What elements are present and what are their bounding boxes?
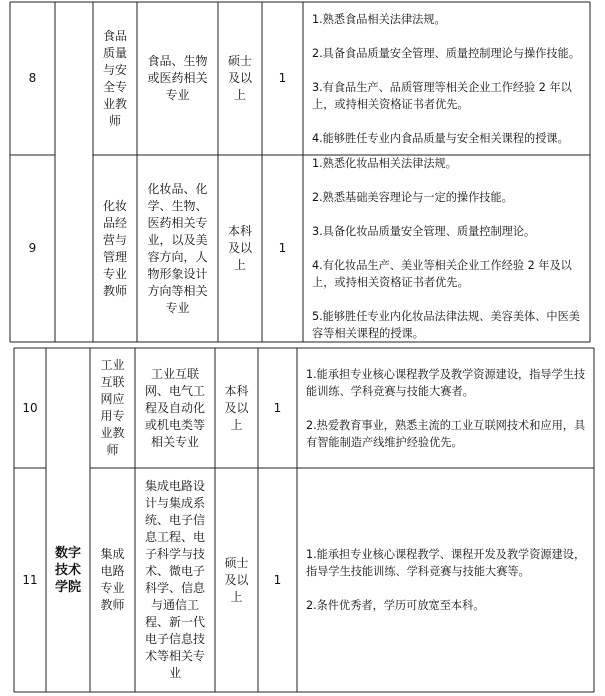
- job-requirements: [297, 468, 594, 692]
- hiring-count: 1: [273, 400, 282, 415]
- row-number: 10: [22, 400, 38, 415]
- requirement-item: 3.具备化妆品质量安全管理、质量控制理论。: [312, 225, 536, 238]
- hiring-count: 1: [273, 572, 282, 587]
- major-requirement: 集成电路设 计与集成系 统、电子信 息工程、电 子科学与技 术、微电子 科学、信息 与通信工 程、新一代 电子信息技 术等相关专 业: [144, 479, 205, 680]
- college-name: 数字 技术 学院: [54, 545, 81, 595]
- position-name: 食品 质量 与安 全专 业教 师: [102, 28, 127, 128]
- row-number: 8: [28, 71, 37, 85]
- degree-requirement: 本科 及以 上: [224, 383, 249, 432]
- requirement-item: 1.熟悉食品相关法律法规。: [312, 12, 446, 26]
- requirement-item: 1.能承担专业核心课程教学及教学资源建设，指导学生技能训练、学科竞赛与技能大赛者。: [306, 367, 586, 398]
- requirement-item: 2.熟悉基础美容理论与一定的操作技能。: [312, 191, 513, 204]
- requirement-item: 4.能够胜任专业内食品质量与安全相关课程的授课。: [312, 131, 569, 145]
- row-number: 9: [28, 241, 37, 255]
- major-requirement: 化妆品、化 学、生物、 医药相关专 业，以及美 容方向，人 物形象设计 方向等相关 专业: [147, 181, 208, 315]
- job-requirements: [303, 155, 590, 342]
- requirement-item: 2.条件优秀者，学历可放宽至本科。: [306, 599, 485, 612]
- position-name: 化妆 品经 营与 管理 专业 教师: [102, 198, 127, 298]
- job-requirements: [303, 2, 590, 155]
- hiring-count: 1: [278, 71, 287, 85]
- row-number: 11: [22, 572, 38, 587]
- requirement-item: 4.有化妆品生产、美业等相关企业工作经验 2 年及以上，或持相关资格证书者优先。: [312, 259, 572, 289]
- requirement-item: 2.热爱教育事业，熟悉主流的工业互联网技术和应用，具有智能制造产线维护经验优先。: [306, 418, 586, 449]
- requirement-item: 5.能够胜任专业内化妆品法律法规、美容美体、中医美容等相关课程的授课。: [312, 310, 580, 340]
- major-requirement: 工业互联 网、电气工 程及自动化 或机电类等 相关专业: [144, 366, 205, 449]
- job-requirements: [297, 348, 594, 468]
- requirement-item: 2.具备食品质量安全管理、质量控制理论与操作技能。: [312, 46, 580, 60]
- degree-requirement: 硕士 及以 上: [227, 54, 252, 102]
- requirement-item: 1.能承担专业核心课程教学、课程开发及教学资源建设，指导学生技能训练、学科竞赛与技能大赛等。: [306, 548, 586, 578]
- requirement-item: 3.有食品生产、品质管理等相关企业工作经验 2 年以上，或持相关资格证书者优先。: [312, 80, 572, 111]
- position-name: 工业 互联 网应 用专 业教 师: [100, 358, 125, 457]
- major-requirement: 食品、生物 或医药相关 专业: [147, 54, 208, 102]
- hiring-count: 1: [278, 241, 287, 255]
- degree-requirement: 硕士 及以 上: [224, 555, 249, 604]
- degree-requirement: 本科 及以 上: [227, 224, 252, 272]
- position-name: 集成 电路 专业 教师: [100, 547, 125, 612]
- requirement-item: 1.熟悉化妆品相关法律法规。: [312, 157, 457, 170]
